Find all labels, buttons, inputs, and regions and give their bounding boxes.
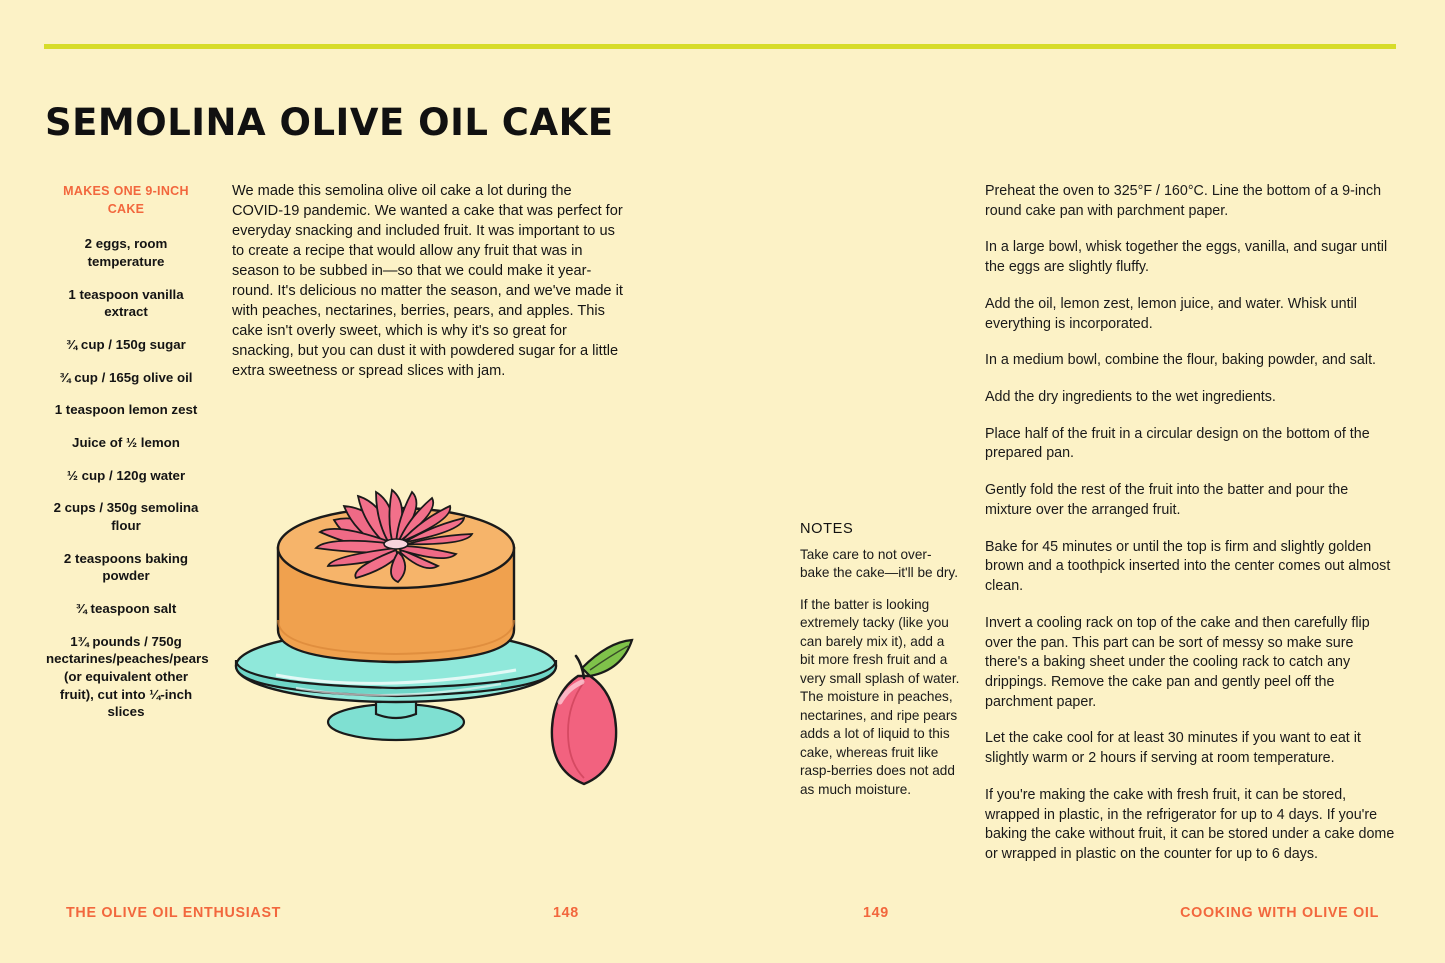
method-step: Add the dry ingredients to the wet ingredients. — [985, 389, 1276, 406]
method-step: Gently fold the rest of the fruit into the batter and pour the mixture over the arranged fruit. — [985, 482, 1349, 518]
method-step: In a large bowl, whisk together the eggs, vanilla, and sugar until the eggs are slightly fluffy. — [985, 239, 1388, 276]
page-number-left: 148 — [553, 905, 579, 921]
page-title: SEMOLINA OLIVE OIL CAKE — [45, 100, 614, 144]
ingredient-item: 1 teaspoon vanilla extract — [68, 286, 184, 320]
method-step: Bake for 45 minutes or until the top is firm and slightly golden brown and a toothpick inserted into the center comes out almost clean. — [985, 538, 1391, 595]
notes-column — [800, 520, 960, 812]
ingredient-item: ¾ teaspoon salt — [75, 600, 177, 616]
headnote-text: We made this semolina olive oil cake a lot during the COVID-19 pandemic. We wanted a cake that was perfect for everyday snacking and included fruit. It was important to us to create a recipe that would allow any fruit that was in season to be subbed in—so that we could make it year-round. It's delicious no matter the season, and we've made it with peaches, nectarines, berries, pears, and apples. This cake isn't overly sweet, which is why it's so great for snacking, but you can dust it with powdered sugar for a little extra sweetness or spread slices with jam. — [232, 183, 623, 379]
ingredient-item: 2 cups / 350g semolina flour — [53, 500, 199, 533]
ingredient-item: ½ cup / 120g water — [66, 467, 186, 483]
top-rule — [44, 44, 1396, 49]
ingredient-item: 2 teaspoons baking powder — [63, 550, 189, 584]
method-column — [985, 182, 1397, 882]
method-step: Let the cake cool for at least 30 minutes if you want to eat it slightly warm or 2 hours if serving at room temperature. — [985, 730, 1361, 767]
method-step: Preheat the oven to 325°F / 160°C. Line the bottom of a 9-inch round cake pan with parchment paper. — [985, 183, 1382, 219]
ingredient-item: ¾ cup / 165g olive oil — [59, 369, 193, 385]
footer-book-title-left: THE OLIVE OIL ENTHUSIAST — [66, 905, 282, 921]
notes-paragraph: If the batter is looking extremely tacky (like you can barely mix it), add a bit more fresh fruit and a very small splash of water. The moisture in peaches, nectarines, and ripe pears adds a lot of liquid to this cake, whereas fruit like rasp-berries does not add as much moisture. — [800, 596, 960, 797]
cake-illustration — [216, 470, 686, 810]
ingredient-item: ¾ cup / 150g sugar — [66, 336, 186, 352]
method-step: Invert a cooling rack on top of the cake and then carefully flip over the pan. This part can be sort of messy so make sure there's a baking sheet under the cooling rack to catch any drippings. Remove the cake pan and gently peel off the parchment paper. — [985, 614, 1370, 710]
method-step: Add the oil, lemon zest, lemon juice, and water. Whisk until everything is incorporated. — [985, 295, 1357, 332]
ingredient-item: 1 teaspoon lemon zest — [54, 402, 198, 418]
page-number-right: 149 — [863, 905, 889, 921]
method-step: If you're making the cake with fresh fruit, it can be stored, wrapped in plastic, in the refrigerator for up to 4 days. If you're baking the cake without fruit, it can be stored under a cake dome or wrapped in plastic on the counter for up to 6 days. — [985, 786, 1395, 862]
ingredients-heading: MAKES ONE 9-INCH CAKE — [63, 184, 189, 217]
ingredient-item: Juice of ½ lemon — [72, 434, 180, 450]
ingredients-column — [46, 182, 209, 736]
notes-heading: NOTES — [800, 521, 854, 537]
footer-chapter-title-right: COOKING WITH OLIVE OIL — [1180, 905, 1379, 921]
ingredient-item: 2 eggs, room temperature — [84, 236, 168, 269]
notes-paragraph: Take care to not over-bake the cake—it'll be dry. — [800, 546, 958, 581]
method-step: In a medium bowl, combine the flour, baking powder, and salt. — [985, 352, 1377, 369]
cake-on-stand-with-peach-icon — [216, 470, 686, 810]
ingredient-item: 1¾ pounds / 750g nectarines/peaches/pears (or equivalent other fruit), cut into ¼-inch slices — [46, 633, 209, 720]
method-step: Place half of the fruit in a circular design on the bottom of the prepared pan. — [985, 425, 1370, 462]
